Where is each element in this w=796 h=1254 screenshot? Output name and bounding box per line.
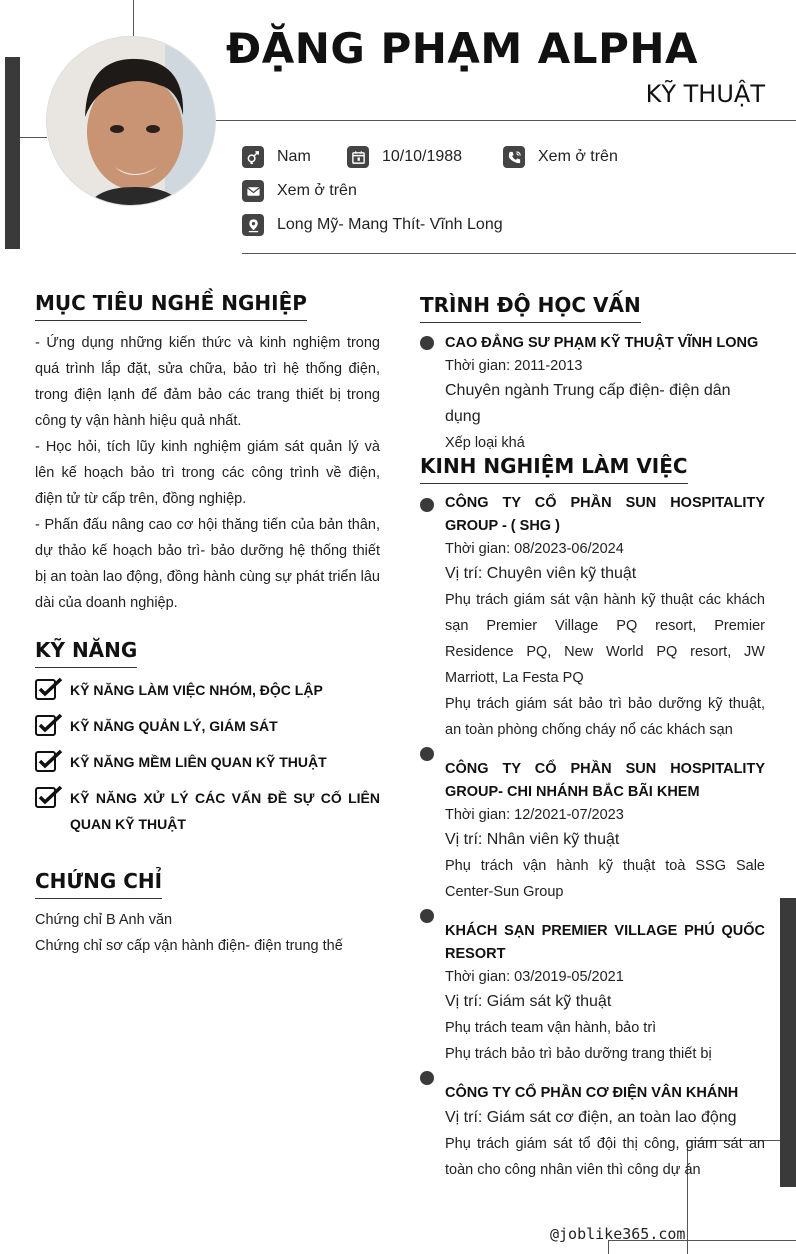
objective-paragraph: - Ứng dụng những kiến thức và kinh nghiệm trong quá trình lắp đặt, sửa chữa, bảo trì hệ thống điện, trong điện lạnh để đảm bảo các trang thiết bị trong công ty vận hành hiệu quả nhất.	[35, 335, 380, 429]
education-school: CAO ĐẲNG SƯ PHẠM KỸ THUẬT VĨNH LONG	[445, 335, 759, 351]
header-divider-bottom	[242, 253, 796, 254]
left-accent-bar	[5, 57, 20, 249]
education-major: Chuyên ngành Trung cấp điện- điện dân dụng	[445, 382, 731, 425]
education-entry	[420, 332, 765, 456]
experience-entry	[420, 1082, 765, 1183]
skill-label: KỸ NĂNG MỀM LIÊN QUAN KỸ THUẬT	[70, 754, 327, 770]
job-role: Vị trí: Chuyên viên kỹ thuật	[445, 565, 637, 582]
contact-birthday-value: 10/10/1988	[382, 148, 463, 165]
contact-address-value: Long Mỹ- Mang Thít- Vĩnh Long	[277, 216, 503, 233]
candidate-position: KỸ THUẬT	[645, 80, 765, 108]
frame-line-left-horizontal	[20, 137, 47, 138]
gender-icon	[242, 146, 264, 168]
education-time: Thời gian: 2011-2013	[445, 358, 583, 374]
contact-gender	[242, 146, 311, 168]
job-role: Vị trí: Nhân viên kỹ thuật	[445, 831, 620, 848]
header-divider-top	[216, 120, 796, 121]
job-description: Phụ trách vận hành kỹ thuật toà SSG Sale Center-Sun Group	[445, 858, 765, 900]
checkbox-icon	[35, 713, 63, 737]
job-time: Thời gian: 12/2021-07/2023	[445, 807, 624, 823]
mail-icon	[242, 180, 264, 202]
skills-list	[35, 677, 380, 847]
location-icon	[242, 214, 264, 236]
job-company: CÔNG TY CỔ PHẦN SUN HOSPITALITY GROUP- CHI NHÁNH BẮC BÃI KHEM	[445, 761, 765, 800]
contact-email-value: Xem ở trên	[277, 182, 357, 199]
bullet-dot	[420, 1071, 434, 1085]
bullet-dot	[420, 747, 434, 761]
candidate-name: ĐẶNG PHẠM ALPHA	[226, 24, 699, 73]
contact-gender-value: Nam	[277, 148, 311, 165]
job-description: Phụ trách team vận hành, bảo trì	[445, 1020, 657, 1036]
certificate-item: Chứng chỉ sơ cấp vận hành điện- điện trung thế	[35, 938, 343, 954]
footer-watermark: @joblike365.com	[550, 1225, 686, 1243]
skills-title: KỸ NĂNG	[35, 638, 137, 668]
checkbox-icon	[35, 749, 63, 773]
job-role: Vị trí: Giám sát cơ điện, an toàn lao động	[445, 1109, 737, 1126]
education-title: TRÌNH ĐỘ HỌC VẤN	[420, 293, 641, 323]
job-time: Thời gian: 08/2023-06/2024	[445, 541, 624, 557]
job-description: Phụ trách giám sát vận hành kỹ thuật các khách sạn Premier Village PQ resort, Premier Residence PQ, New World PQ resort, JW Marriott, La Festa PQ	[445, 592, 765, 686]
job-description: Phụ trách bảo trì bảo dưỡng trang thiết bị	[445, 1046, 712, 1062]
bullet-dot	[420, 336, 434, 350]
objective-paragraph: - Phấn đấu nâng cao cơ hội thăng tiến của bản thân, dự thảo kế hoạch bảo trì- bảo dưỡng hệ thống thiết bị an toàn lao động, đồng hành cùng sự phát triển lâu dài của doanh nghiệp.	[35, 517, 380, 611]
bullet-dot	[420, 498, 434, 512]
skill-item	[35, 677, 380, 703]
contact-birthday	[347, 146, 462, 168]
job-role: Vị trí: Giám sát kỹ thuật	[445, 993, 612, 1010]
right-accent-bar	[780, 898, 796, 1187]
certificates-list	[35, 907, 343, 959]
contact-phone	[503, 146, 618, 168]
objective-title: MỤC TIÊU NGHỀ NGHIỆP	[35, 291, 307, 321]
skill-label: KỸ NĂNG XỬ LÝ CÁC VẤN ĐỀ SỰ CỐ LIÊN QUAN KỸ THUẬT	[70, 790, 380, 832]
education-grade: Xếp loại khá	[445, 435, 525, 451]
experience-title: KINH NGHIỆM LÀM VIỆC	[420, 454, 688, 484]
contact-email	[242, 180, 357, 202]
phone-icon	[503, 146, 525, 168]
skill-label: KỸ NĂNG LÀM VIỆC NHÓM, ĐỘC LẬP	[70, 682, 323, 698]
experience-entry	[420, 758, 765, 905]
contact-phone-value: Xem ở trên	[538, 148, 618, 165]
objective-text	[35, 330, 380, 616]
experience-entry	[420, 492, 765, 743]
contact-address	[242, 214, 503, 236]
job-company: CÔNG TY CỔ PHẦN SUN HOSPITALITY GROUP - ( SHG )	[445, 495, 765, 534]
job-company: CÔNG TY CỔ PHẦN CƠ ĐIỆN VÂN KHÁNH	[445, 1085, 739, 1101]
bullet-dot	[420, 909, 434, 923]
profile-photo	[46, 36, 216, 206]
checkbox-icon	[35, 677, 63, 701]
avatar-illustration	[47, 37, 216, 206]
skill-item	[35, 713, 380, 739]
skill-item	[35, 749, 380, 775]
certificates-title: CHỨNG CHỈ	[35, 869, 162, 899]
job-description: Phụ trách giám sát bảo trì bảo dưỡng kỹ thuật, an toàn phòng chống cháy nổ các khách sạn	[445, 696, 765, 738]
job-company: KHÁCH SẠN PREMIER VILLAGE PHÚ QUỐC RESORT	[445, 923, 765, 962]
checkbox-icon	[35, 785, 63, 809]
objective-paragraph: - Học hỏi, tích lũy kinh nghiệm giám sát quản lý và lên kế hoạch bảo trì trong các công trình về điện, điện tử từ cấp trên, đồng nghiệp.	[35, 439, 380, 507]
certificate-item: Chứng chỉ B Anh văn	[35, 912, 173, 928]
job-description: Phụ trách giám sát tổ đội thị công, giám sát an toàn cho công nhân viên thì công dự án	[445, 1136, 765, 1178]
job-time: Thời gian: 03/2019-05/2021	[445, 969, 624, 985]
experience-entry	[420, 920, 765, 1067]
skill-item	[35, 785, 380, 837]
calendar-icon	[347, 146, 369, 168]
skill-label: KỸ NĂNG QUẢN LÝ, GIÁM SÁT	[70, 718, 278, 734]
frame-line-top-vertical	[133, 0, 134, 36]
